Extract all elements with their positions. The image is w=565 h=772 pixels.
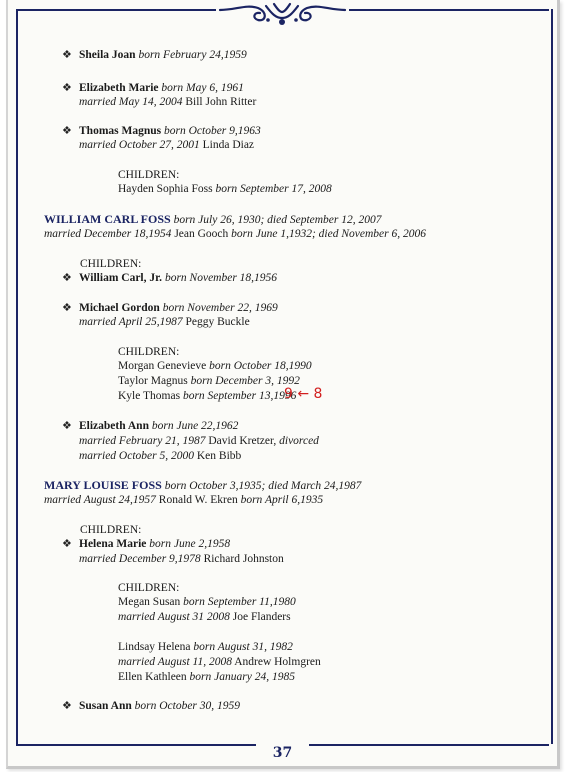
bullet-icon: ❖ xyxy=(62,48,72,61)
entry-susan: Susan Ann born October 30, 1959 xyxy=(79,700,241,712)
children-label: CHILDREN: xyxy=(80,258,142,270)
scroll-ornament-icon xyxy=(216,0,349,28)
child-ellen: Ellen Kathleen born January 24, 1985 xyxy=(118,671,295,683)
entry-michael: Michael Gordon born November 22, 1969 xyxy=(79,302,278,314)
entry-thomas-marriage: married October 27, 2001 Linda Diaz xyxy=(79,139,255,151)
entry-elizabeth-ann: Elizabeth Ann born June 22,1962 xyxy=(79,420,239,432)
entry-elizabeth-marie: Elizabeth Marie born May 6, 1961 xyxy=(79,82,244,94)
bullet-icon: ❖ xyxy=(62,537,72,550)
child-lindsay: Lindsay Helena born August 31, 1982 xyxy=(118,641,293,653)
entry-william-carl-foss: WILLIAM CARL FOSS born July 26, 1930; died September 12, 2007 xyxy=(44,212,382,226)
entry-elizabeth-ann-marriage-2: married October 5, 2000 Ken Bibb xyxy=(79,450,242,462)
entry-william-jr: William Carl, Jr. born November 18,1956 xyxy=(79,272,278,284)
children-label: CHILDREN: xyxy=(118,582,180,594)
entry-helena: Helena Marie born June 2,1958 xyxy=(79,538,231,550)
entry-michael-marriage: married April 25,1987 Peggy Buckle xyxy=(79,316,250,328)
entry-elizabeth-ann-marriage-1: married February 21, 1987 David Kretzer, divorced xyxy=(79,435,319,447)
bullet-icon: ❖ xyxy=(62,271,72,284)
bottom-rule-left xyxy=(16,744,256,746)
entry-elizabeth-marie-marriage: married May 14, 2004 Bill John Ritter xyxy=(79,96,257,108)
child-lindsay-marriage: married August 11, 2008 Andrew Holmgren xyxy=(118,656,321,668)
bullet-icon: ❖ xyxy=(62,419,72,432)
top-rule-left xyxy=(16,9,216,11)
entry-sheila: Sheila Joan born February 24,1959 xyxy=(79,49,247,61)
child-taylor: Taylor Magnus born December 3, 1992 xyxy=(118,375,300,387)
bullet-icon: ❖ xyxy=(62,699,72,712)
entry-thomas: Thomas Magnus born October 9,1963 xyxy=(79,125,261,137)
bullet-icon: ❖ xyxy=(62,81,72,94)
handwritten-correction: 9 ← 8 xyxy=(284,386,323,402)
entry-william-marriage: married December 18,1954 Jean Gooch born June 1,1932; died November 6, 2006 xyxy=(44,228,426,240)
top-rule-right xyxy=(349,9,549,11)
entry-helena-marriage: married December 9,1978 Richard Johnston xyxy=(79,553,284,565)
child-morgan: Morgan Genevieve born October 18,1990 xyxy=(118,360,312,372)
bullet-icon: ❖ xyxy=(62,124,72,137)
child-megan-marriage: married August 31 2008 Joe Flanders xyxy=(118,611,291,623)
entry-mary-louise-foss: MARY LOUISE FOSS born October 3,1935; died March 24,1987 xyxy=(44,478,362,492)
children-label: CHILDREN: xyxy=(80,524,142,536)
bottom-rule-right xyxy=(309,744,549,746)
entry-mary-marriage: married August 24,1957 Ronald W. Ekren born April 6,1935 xyxy=(44,494,324,506)
bullet-icon: ❖ xyxy=(62,301,72,314)
child-megan: Megan Susan born September 11,1980 xyxy=(118,596,296,608)
children-label: CHILDREN: xyxy=(118,169,180,181)
child-hayden: Hayden Sophia Foss born September 17, 2008 xyxy=(118,183,332,195)
children-label: CHILDREN: xyxy=(118,346,180,358)
child-kyle: Kyle Thomas born September 13,1996 xyxy=(118,390,297,402)
page-number: 37 xyxy=(272,745,293,761)
